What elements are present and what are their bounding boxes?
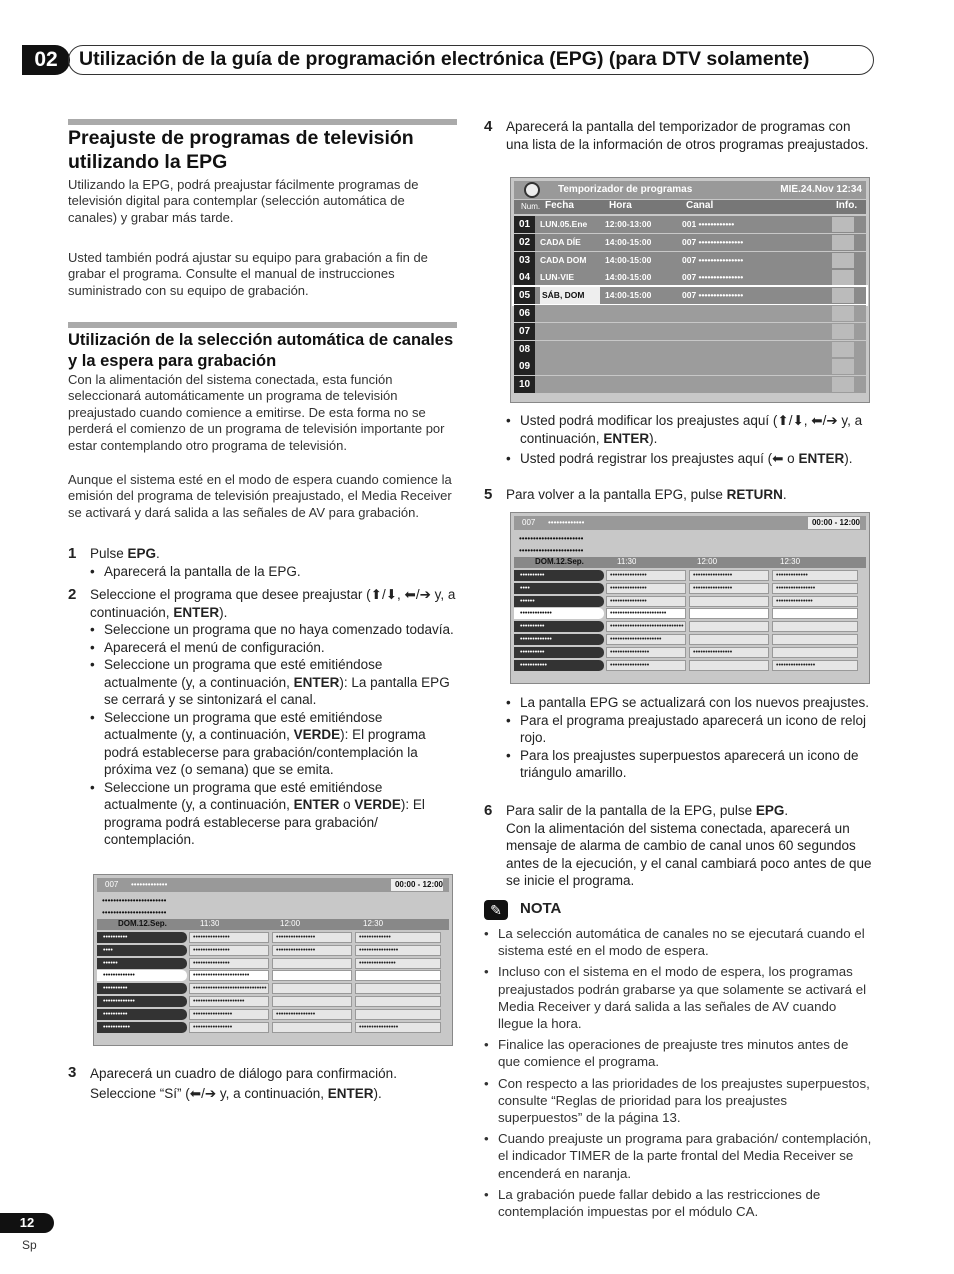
timer-row-number: 06 [514, 305, 535, 322]
timer-screen: Temporizador de programas MIÉ.24.Nov 12:34 Num. Fecha Hora Canal Info. 01 LUN.05.Ene 12:00-13:00 001 •••••••••••• 02 CADA DÍE 14:00-15:00 007 ••••••••••••••• 03 CADA DOM 14:00-15:00 007 ••••••••••••••• 04 LUN-VIE 14:00-15:00 007 ••••••••••••••• 05 SÁB, DOM 14:00-15:00 007 ••••••••••••••• 06 07 08 09 10 [510, 177, 870, 403]
program-cell[interactable]: •••••••••••••••• [272, 932, 352, 943]
channel-name: •••• [97, 945, 187, 956]
timer-cell: SÁB, DOM [540, 287, 600, 304]
step-bullet: • Seleccione un programa que esté emitiéndose actualmente (y, a continuación, ENTER o VERDE): El programa podrá establecerse para grabación/ contemplación. [90, 779, 457, 849]
epg-screen-updated: 007 ••••••••••••• 00:00 - 12:00 ••••••••••••••••••••••• ••••••••••••••••••••••• DOM.12.Sep. 11:30 12:00 12:30 •••••••••• ••••••••••••••• •••••••••••••••• ••••••••••••• •••• ••••••••••••••• •••••••••••••••• •••••••••••••••• •••••• ••••••••••••••• ••••••••••••••• ••••••••••••• ••••••••••••••••••••••• •••••••••• •••••••••••••••••••••••••••••• ••••••••••••• ••••••••••••••••••••• •••••••••• •••••••••••••••• •••••••••••••••• ••••••••••• •••••••••••••••• •••••••••••••••• [510, 512, 870, 684]
program-cell[interactable]: ••••••••••••••••••••• [606, 634, 686, 645]
step-5: 5 Para volver a la pantalla EPG, pulse RETURN. [484, 486, 787, 503]
step-bullet: • Usted podrá registrar los preajustes aquí (⬅ o ENTER). [506, 450, 874, 468]
program-cell[interactable]: •••••••••••••••• [272, 1009, 352, 1020]
timer-cell [540, 305, 600, 322]
info-cell[interactable] [832, 359, 854, 374]
channel-name: •••••••••• [514, 647, 604, 658]
epg-row[interactable] [514, 608, 866, 620]
timer-row-number: 02 [514, 234, 535, 251]
program-cell[interactable]: •••••••••••••••••••••••••••••• [189, 983, 269, 994]
timer-row-number: 08 [514, 341, 535, 358]
pencil-icon: ✎ [484, 900, 508, 920]
channel-name: •••••••••• [514, 570, 604, 581]
step-bullet: • Aparecerá la pantalla de la EPG. [90, 563, 457, 581]
auto-select-paragraph: Con la alimentación del sistema conectada, esta función seleccionará automáticamente un programa de televisión preajustado cuando comience a emitirse. De esta forma no se perderá el comienzo de un programa de televisión importante por estar contemplando otro programa de televisión. [68, 372, 445, 453]
timer-row-number: 07 [514, 323, 535, 340]
program-cell[interactable]: ••••••••••••• [355, 932, 441, 943]
info-cell[interactable] [832, 270, 854, 285]
epg-row[interactable] [514, 583, 866, 595]
program-cell[interactable]: •••••••••••••••• [772, 583, 858, 594]
timer-cell [605, 358, 680, 375]
epg-row[interactable] [97, 945, 449, 957]
timer-header: Temporizador de programas MIÉ.24.Nov 12:34 [514, 181, 866, 199]
program-cell[interactable] [355, 983, 441, 994]
epg-row[interactable] [97, 983, 449, 995]
note-item: • Incluso con el sistema en el modo de espera, los programas preajustados podrán grabarse ya que solamente se activará el Media Receiver y dará salida a las señales de AV cuando llegue la hora. [484, 963, 874, 1032]
note-item: • La grabación puede fallar debido a las restricciones de contemplación impuestas por el módulo CA. [484, 1186, 874, 1220]
step-number: 6 [484, 802, 493, 819]
channel-name: ••••••••••• [97, 1022, 187, 1033]
info-cell[interactable] [832, 377, 854, 392]
channel-name: •••••• [514, 596, 604, 607]
timer-row-number: 01 [514, 216, 535, 233]
page-number: 12 [0, 1213, 54, 1233]
program-cell[interactable] [272, 970, 352, 981]
epg-row[interactable] [97, 1022, 449, 1034]
step-2: 2 Seleccione el programa que desee preajustar (⬆/⬇, ⬅/➔ y, a continuación, ENTER). • Seleccione un programa que no haya comenzado todavía. • Aparecerá el menú de configuración. • Seleccione un programa que esté emitiéndose actualmente (y, a continuación, ENTER): La pantalla EPG se cerrará y se sintonizará el canal. • Seleccione un programa que esté emitiéndose actualmente (y, a continuación, VERDE): El programa podrá establecerse para grabación/contemplación la próxima vez (o semana) que se emita. • Seleccione un programa que esté emitiéndose actualmente (y, a continuación, ENTER o VERDE): El programa podrá establecerse para grabación/ contemplación. [90, 586, 457, 849]
step-6: 6 Para salir de la pantalla de la EPG, pulse EPG. Con la alimentación del sistema conectada, aparecerá un mensaje de alarma de cambio de canal unos 60 segundos antes de la ejecución, y el canal cambiará poco antes de que se inicie el programa. [484, 802, 872, 888]
program-cell[interactable]: ••••••••••••••• [355, 958, 441, 969]
timer-cell [682, 305, 832, 322]
program-cell[interactable]: ••••••••••••••• [189, 945, 269, 956]
step-number: 2 [68, 586, 77, 603]
timer-row[interactable] [514, 252, 866, 269]
program-cell[interactable]: ••••••••••••••• [606, 596, 686, 607]
timer-row[interactable] [514, 216, 866, 233]
step-3: 3 Aparecerá un cuadro de diálogo para confirmación. Seleccione “Sí” (⬅/➔ y, a continuación, ENTER). [68, 1064, 397, 1101]
channel-name: •••••• [97, 958, 187, 969]
timer-cell: LUN-VIE [540, 272, 574, 283]
program-cell[interactable]: ••••••••••••••••••••• [189, 996, 269, 1007]
timer-cell: 007 ••••••••••••••• [682, 290, 744, 301]
timer-cell: 007 ••••••••••••••• [682, 236, 744, 247]
program-cell[interactable]: ••••••••••••••• [772, 596, 858, 607]
program-cell[interactable]: ••••••••••••••••••••••• [189, 970, 269, 981]
program-cell[interactable] [689, 596, 769, 607]
epg-screen: 007 ••••••••••••• 00:00 - 12:00 ••••••••••••••••••••••• ••••••••••••••••••••••• DOM.12.Sep. 11:30 12:00 12:30 •••••••••• ••••••••••••••• •••••••••••••••• ••••••••••••• •••• ••••••••••••••• •••••••••••••••• •••••••••••••••• •••••• ••••••••••••••• ••••••••••••••• ••••••••••••• ••••••••••••••••••••••• •••••••••• •••••••••••••••••••••••••••••• ••••••••••••• ••••••••••••••••••••• •••••••••• •••••••••••••••• •••••••••••••••• ••••••••••• •••••••••••••••• •••••••••••••••• [93, 874, 453, 1046]
timer-cell [605, 323, 680, 340]
timer-row[interactable] [514, 287, 866, 304]
section-title: Preajuste de programas de televisión utilizando la EPG [68, 127, 414, 173]
program-cell[interactable] [355, 970, 441, 981]
channel-name: ••••••••••• [514, 660, 604, 671]
chapter-header [22, 45, 874, 75]
program-cell[interactable] [772, 621, 858, 632]
program-cell[interactable]: •••••••••••••••• [355, 1022, 441, 1033]
timer-cell [540, 376, 600, 393]
timer-cell: 001 •••••••••••• [682, 219, 735, 229]
epg-row[interactable] [97, 958, 449, 970]
timer-row-number: 09 [514, 358, 535, 375]
timer-cell: LUN.05.Ene [540, 219, 588, 229]
timer-cell [605, 341, 680, 358]
step-bullet: • Para los preajustes superpuestos aparecerá un icono de triángulo amarillo. [506, 747, 874, 782]
timer-row[interactable] [514, 323, 866, 340]
recording-paragraph: Usted también podrá ajustar su equipo para grabación a fin de grabar el programa. Consulte el manual de instrucciones suministrado con su equipo de grabación. [68, 250, 428, 298]
program-cell[interactable] [355, 996, 441, 1007]
intro-paragraph: Utilizando la EPG, podrá preajustar fácilmente programas de televisión digital para contemplar (selección automática de canales) y grabar más tarde. [68, 177, 419, 225]
channel-name: ••••••••••••• [514, 608, 604, 619]
note-item: • Con respecto a las prioridades de los preajustes superpuestos, consulte “Reglas de prioridad para los preajustes superpuestos” de la página 13. [484, 1075, 874, 1127]
timer-row-number: 10 [514, 376, 535, 393]
epg-row[interactable] [514, 596, 866, 608]
program-cell[interactable] [772, 647, 858, 658]
timer-cell [540, 323, 600, 340]
info-cell[interactable] [832, 306, 854, 321]
timer-cell: 14:00-15:00 [605, 272, 652, 283]
note-item: • Cuando preajuste un programa para grabación/ contemplación, el indicador TIMER de la parte frontal del Media Receiver se encenderá en naranja. [484, 1130, 874, 1182]
timer-cell: CADA DÍE [540, 236, 581, 247]
timer-row[interactable] [514, 305, 866, 322]
channel-name: ••••••••••••• [97, 996, 187, 1007]
program-cell[interactable]: •••••••••••••••• [272, 945, 352, 956]
step-bullet: • Usted podrá modificar los preajustes aquí (⬆/⬇, ⬅/➔ y, a continuación, ENTER). [506, 412, 874, 447]
step-1: 1 Pulse EPG. • Aparecerá la pantalla de la EPG. [90, 545, 457, 580]
program-cell[interactable] [272, 983, 352, 994]
timer-cell: 14:00-15:00 [605, 290, 652, 301]
nota-heading: ✎ NOTA [484, 898, 874, 922]
note-item: • Finalice las operaciones de preajuste tres minutos antes de que comience el programa. [484, 1036, 874, 1070]
timer-row[interactable] [514, 376, 866, 393]
timer-cell [605, 305, 680, 322]
program-cell[interactable]: ••••••••••••••• [189, 958, 269, 969]
epg-header: 007 ••••••••••••• 00:00 - 12:00 [97, 878, 449, 892]
program-cell[interactable]: •••••••••••••••• [606, 647, 686, 658]
timer-row-number: 03 [514, 252, 535, 269]
timer-row-number: 05 [514, 287, 535, 304]
timer-cell [540, 358, 600, 375]
info-cell[interactable] [832, 324, 854, 339]
timer-cell: 14:00-15:00 [605, 254, 652, 265]
program-cell[interactable] [772, 608, 858, 619]
channel-name: ••••••••••••• [97, 970, 187, 981]
step-number: 4 [484, 118, 493, 135]
chapter-title: Utilización de la guía de programación electrónica (EPG) (para DTV solamente) [68, 45, 874, 75]
program-cell[interactable] [689, 621, 769, 632]
timer-cell: 007 ••••••••••••••• [682, 254, 744, 265]
program-cell[interactable] [355, 1009, 441, 1020]
timer-row[interactable] [514, 269, 866, 286]
section-bar [68, 322, 457, 328]
program-cell[interactable]: •••••••••••••••• [189, 1022, 269, 1033]
standby-paragraph: Aunque el sistema esté en el modo de espera cuando comience la emisión del programa de televisión preajustado, el Media Receiver se activará y dará salida a las señales de AV para grabación. [68, 472, 452, 520]
epg-row[interactable] [514, 634, 866, 646]
language-code: Sp [22, 1238, 37, 1252]
step-4: 4 Aparecerá la pantalla del temporizador de programas con una lista de la información de otros programas preajustados. [484, 118, 869, 152]
epg-row[interactable] [514, 647, 866, 659]
subsection-title: Utilización de la selección automática de canales y la espera para grabación [68, 331, 454, 370]
timer-row[interactable] [514, 358, 866, 375]
channel-name: •••••••••• [97, 1009, 187, 1020]
program-cell[interactable]: ••••••••••••••• [606, 570, 686, 581]
timer-cell [682, 376, 832, 393]
info-cell[interactable] [832, 342, 854, 357]
timer-cell: 007 ••••••••••••••• [682, 272, 744, 283]
step-bullet: • La pantalla EPG se actualizará con los nuevos preajustes. [506, 694, 874, 712]
program-cell[interactable]: ••••••••••••••• [189, 932, 269, 943]
channel-name: •••••••••• [97, 983, 187, 994]
section-bar [68, 119, 457, 125]
program-cell[interactable] [772, 634, 858, 645]
epg-row[interactable] [514, 621, 866, 633]
step-number: 5 [484, 486, 493, 503]
timer-row[interactable] [514, 341, 866, 358]
epg-row[interactable] [514, 570, 866, 582]
timer-row-number: 04 [514, 269, 535, 286]
info-cell[interactable] [832, 235, 854, 250]
clock-icon [524, 182, 540, 198]
info-cell[interactable] [832, 217, 854, 232]
program-cell[interactable] [689, 634, 769, 645]
step-number: 1 [68, 545, 77, 562]
timer-cell [682, 323, 832, 340]
program-cell[interactable]: •••••••••••••••• [189, 1009, 269, 1020]
program-cell[interactable]: •••••••••••••••• [355, 945, 441, 956]
program-cell[interactable] [272, 996, 352, 1007]
program-cell[interactable]: •••••••••••••••• [772, 660, 858, 671]
program-cell[interactable] [689, 660, 769, 671]
step-bullet: • Seleccione un programa que esté emitiéndose actualmente (y, a continuación, VERDE): El programa podrá establecerse para grabación/contemplación la próxima vez (o semana) que se emita. [90, 709, 457, 779]
program-cell[interactable]: •••••••••••••••••••••••••••••• [606, 621, 686, 632]
info-cell[interactable] [832, 288, 854, 303]
step-bullet: • Para el programa preajustado aparecerá un icono de reloj rojo. [506, 712, 874, 747]
channel-name: •••••••••• [97, 932, 187, 943]
program-cell[interactable]: •••••••••••••••• [689, 570, 769, 581]
channel-name: ••••••••••••• [514, 634, 604, 645]
timer-cell [540, 341, 600, 358]
step-5-bullets [506, 694, 874, 782]
program-cell[interactable] [272, 958, 352, 969]
channel-name: •••• [514, 583, 604, 594]
channel-name: •••••••••• [514, 621, 604, 632]
epg-row[interactable] [514, 660, 866, 672]
program-cell[interactable]: ••••••••••••• [772, 570, 858, 581]
step-bullet: • Seleccione un programa que esté emitiéndose actualmente (y, a continuación, ENTER): La pantalla EPG se cerrará y se sintonizará el canal. [90, 656, 457, 709]
info-cell[interactable] [832, 253, 854, 268]
chapter-number: 02 [22, 45, 70, 75]
program-cell[interactable] [272, 1022, 352, 1033]
program-cell[interactable] [689, 608, 769, 619]
timer-cell: CADA DOM [540, 254, 587, 265]
program-cell[interactable]: •••••••••••••••• [606, 660, 686, 671]
program-cell[interactable]: •••••••••••••••• [689, 647, 769, 658]
epg-row[interactable] [97, 970, 449, 982]
timer-cell [682, 358, 832, 375]
timer-cell [682, 341, 832, 358]
step-bullet: • Seleccione un programa que no haya comenzado todavía. [90, 621, 457, 639]
program-cell[interactable]: ••••••••••••••• [606, 583, 686, 594]
note-item: • La selección automática de canales no se ejecutará cuando el sistema esté en el modo de espera. [484, 925, 874, 959]
epg-row[interactable] [97, 1009, 449, 1021]
timer-cell [605, 376, 680, 393]
epg-row[interactable] [97, 996, 449, 1008]
epg-row[interactable] [97, 932, 449, 944]
program-cell[interactable]: ••••••••••••••••••••••• [606, 608, 686, 619]
step-number: 3 [68, 1064, 77, 1081]
step-4-bullets [506, 412, 874, 468]
program-cell[interactable]: •••••••••••••••• [689, 583, 769, 594]
step-bullet: • Aparecerá el menú de configuración. [90, 639, 457, 657]
timer-row[interactable] [514, 234, 866, 251]
timer-cell: 12:00-13:00 [605, 219, 652, 229]
timer-cell: 14:00-15:00 [605, 236, 652, 247]
